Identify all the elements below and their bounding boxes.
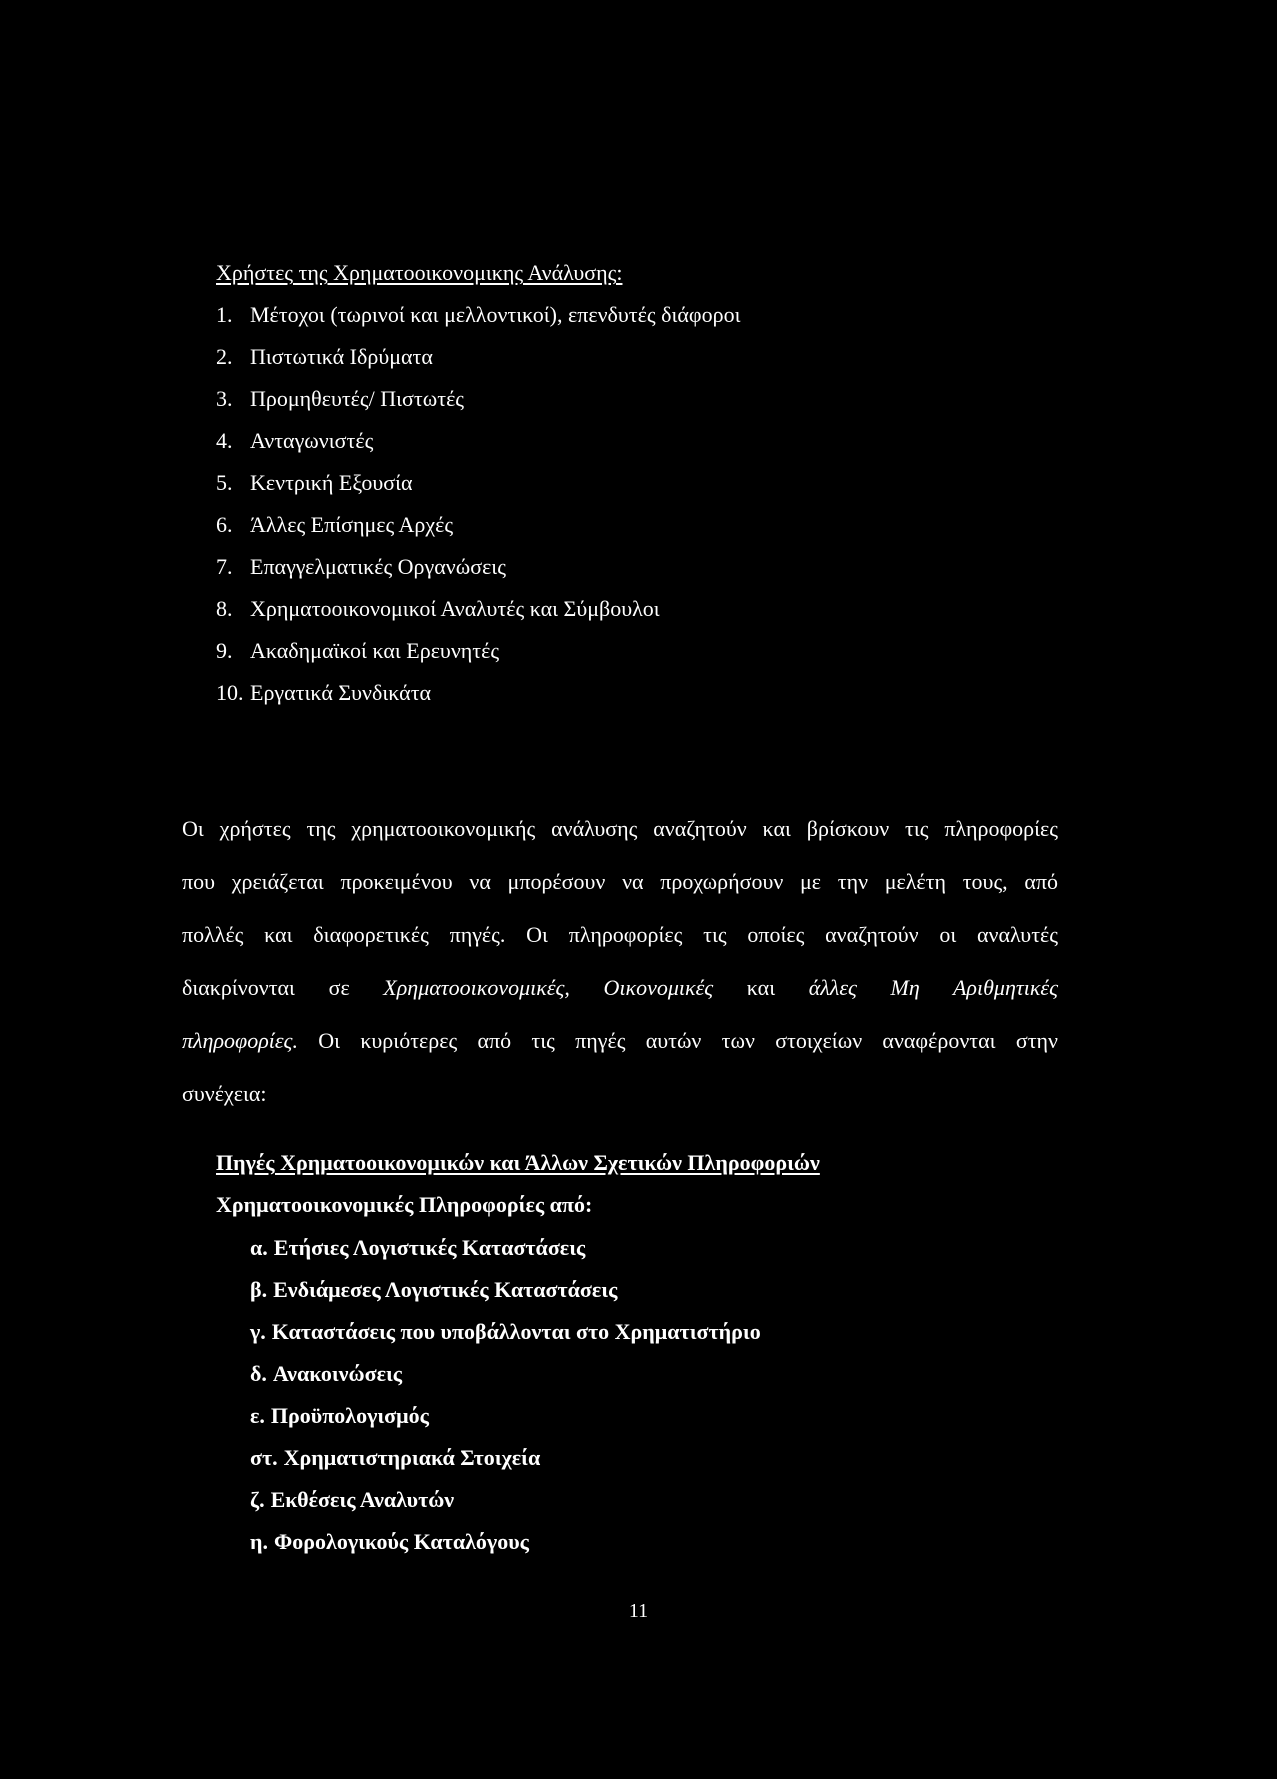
list-item	[250, 1317, 761, 1359]
list-item	[250, 1527, 761, 1569]
list-item-text: Πιστωτικά Ιδρύματα	[250, 344, 433, 369]
body-paragraph	[182, 802, 1058, 1120]
list-item	[250, 1443, 761, 1485]
list-item-number: 6.	[216, 512, 233, 537]
sources-list	[250, 1233, 761, 1569]
section-heading-users: Χρήστες της Χρηματοοικονομικης Ανάλυσης:	[216, 260, 623, 285]
list-item-number: 4.	[216, 428, 233, 453]
list-item	[250, 1359, 761, 1401]
list-item-marker: η.	[250, 1529, 268, 1554]
list-item	[216, 552, 741, 594]
list-item	[216, 300, 741, 342]
list-item-text: Χρηματιστηριακά Στοιχεία	[283, 1445, 541, 1470]
list-item	[250, 1275, 761, 1317]
list-item-marker: στ.	[250, 1445, 278, 1470]
paragraph-line: που χρειάζεται προκειμένου να μπορέσουν να προχωρήσουν με την μελέτη τους, από	[182, 869, 1058, 894]
paragraph-line	[182, 1014, 1058, 1067]
list-item-number: 9.	[216, 638, 233, 663]
list-item-number: 3.	[216, 386, 233, 411]
subheading-financial-info: Χρηματοοικονομικές Πληροφορίες από:	[216, 1192, 593, 1217]
list-item-text: Καταστάσεις που υποβάλλονται στο Χρηματιστήριο	[271, 1319, 761, 1344]
paragraph-line: πολλές και διαφορετικές πηγές. Οι πληροφορίες τις οποίες αναζητούν οι αναλυτές	[182, 922, 1058, 947]
list-item	[216, 510, 741, 552]
list-item-number: 8.	[216, 596, 233, 621]
paragraph-text: διακρίνονται σε	[182, 975, 350, 1000]
list-item	[216, 636, 741, 678]
list-item-number: 2.	[216, 344, 233, 369]
list-item-text: Ετήσιες Λογιστικές Καταστάσεις	[273, 1235, 586, 1260]
list-item-text: Ενδιάμεσες Λογιστικές Καταστάσεις	[273, 1277, 618, 1302]
list-item-marker: β.	[250, 1277, 268, 1302]
list-item-text: Προϋπολογισμός	[270, 1403, 429, 1428]
page-number: 11	[628, 1600, 649, 1622]
list-item-text: Ανακοινώσεις	[272, 1361, 403, 1386]
paragraph-emphasis: πληροφορίες.	[182, 1028, 298, 1053]
paragraph-emphasis: Οικονομικές	[603, 975, 714, 1000]
list-item-text: Μέτοχοι (τωρινοί και μελλοντικοί), επενδυτές διάφοροι	[250, 302, 741, 327]
list-item-text: Ανταγωνιστές	[250, 428, 374, 453]
list-item-text: Φορολογικούς Καταλόγους	[274, 1529, 529, 1554]
list-item-marker: δ.	[250, 1361, 267, 1386]
section-heading-sources: Πηγές Χρηματοοικονομικών και Άλλων Σχετικών Πληροφοριών	[216, 1150, 820, 1175]
list-item	[216, 678, 741, 720]
list-item-text: Εργατικά Συνδικάτα	[250, 680, 432, 705]
list-item-text: Εκθέσεις Αναλυτών	[270, 1487, 455, 1512]
paragraph-emphasis: άλλες Μη Αριθμητικές	[808, 975, 1059, 1000]
users-list	[216, 300, 741, 720]
paragraph-line: Οι χρήστες της χρηματοοικονομικής ανάλυσης αναζητούν και βρίσκουν τις πληροφορίες	[182, 816, 1058, 841]
list-item	[216, 384, 741, 426]
list-item-number: 5.	[216, 470, 233, 495]
list-item	[250, 1233, 761, 1275]
list-item-text: Κεντρική Εξουσία	[250, 470, 413, 495]
list-item-marker: ε.	[250, 1403, 265, 1428]
paragraph-line	[182, 961, 1058, 1014]
list-item-text: Προμηθευτές/ Πιστωτές	[250, 386, 465, 411]
list-item	[216, 342, 741, 384]
list-item-marker: α.	[250, 1235, 268, 1260]
paragraph-emphasis: Χρηματοοικονομικές,	[383, 975, 570, 1000]
paragraph-text: Οι κυριότερες από τις πηγές αυτών των στοιχείων αναφέρονται στην	[318, 1028, 1059, 1053]
list-item-text: Χρηματοοικονομικοί Αναλυτές και Σύμβουλοι	[250, 596, 660, 621]
list-item-marker: ζ.	[250, 1487, 265, 1512]
list-item	[216, 594, 741, 636]
list-item	[216, 426, 741, 468]
list-item	[250, 1485, 761, 1527]
list-item	[216, 468, 741, 510]
paragraph-line: συνέχεια:	[182, 1081, 267, 1106]
list-item-number: 7.	[216, 554, 233, 579]
list-item	[250, 1401, 761, 1443]
list-item-marker: γ.	[250, 1319, 266, 1344]
list-item-number: 1.	[216, 302, 233, 327]
list-item-text: Άλλες Επίσημες Αρχές	[250, 512, 454, 537]
list-item-number: 10.	[216, 680, 244, 705]
paragraph-text: και	[746, 975, 776, 1000]
list-item-text: Ακαδημαϊκοί και Ερευνητές	[250, 638, 500, 663]
list-item-text: Επαγγελματικές Οργανώσεις	[250, 554, 506, 579]
